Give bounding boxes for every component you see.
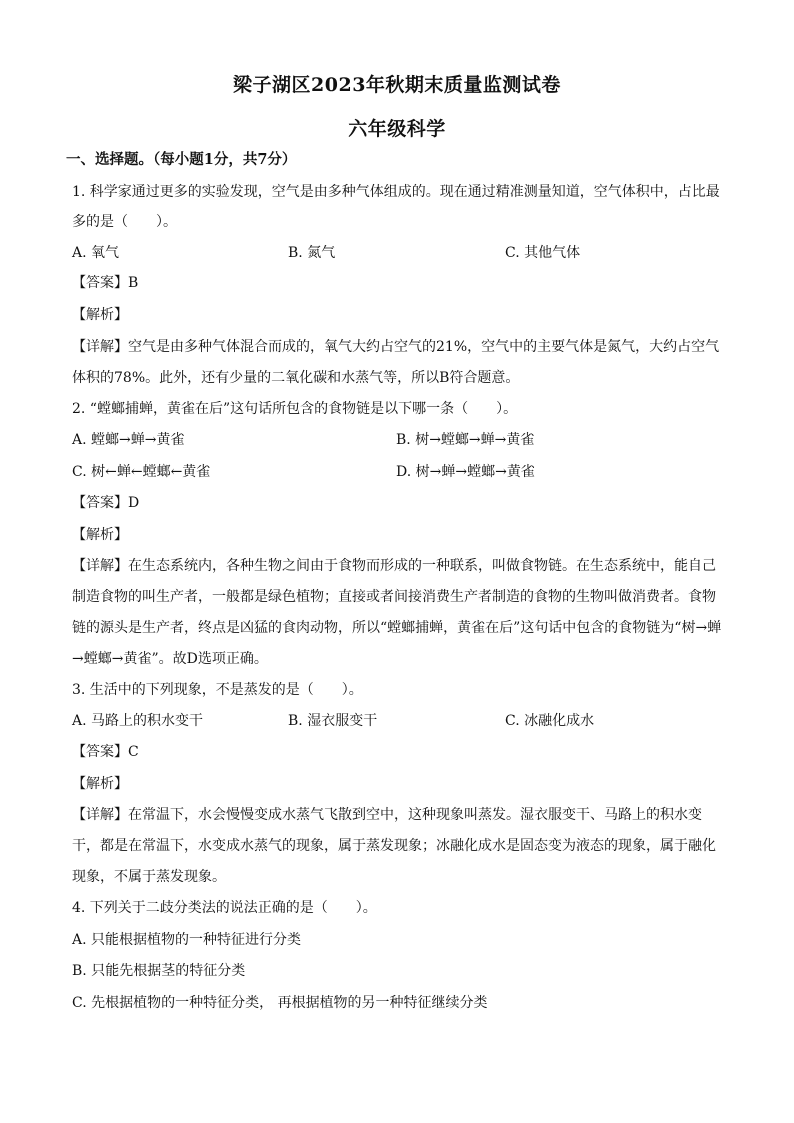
question-3-stem: 3. 生活中的下列现象，不是蒸发的是（ ）。 bbox=[72, 682, 363, 698]
question-1-detail-line-1: 【详解】空气是由多种气体混合而成的，氧气大约占空气的21%，空气中的主要气体是氮气，大约占空气 bbox=[72, 339, 720, 355]
question-1-detail-line-2: 体积的78%。此外，还有少量的二氧化碳和水蒸气等，所以B符合题意。 bbox=[72, 370, 520, 386]
question-2-answer: 【答案】D bbox=[72, 495, 140, 511]
question-2-detail-line-3: 链的源头是生产者，终点是凶猛的食肉动物，所以“螳螂捕蝉，黄雀在后”这句话中包含的食物链为“树→蝉 bbox=[72, 620, 722, 636]
question-2-option-d: D. 树→蝉→螳螂→黄雀 bbox=[396, 464, 535, 480]
question-3-detail-line-2: 干，都是在常温下，水变成水蒸气的现象，属于蒸发现象；冰融化成水是固态变为液态的现象，属于融化 bbox=[72, 838, 716, 854]
question-1-option-a: A. 氧气 bbox=[72, 245, 120, 261]
question-2-detail-line-4: →螳螂→黄雀”。故D选项正确。 bbox=[72, 651, 268, 667]
question-1-answer: 【答案】B bbox=[72, 275, 139, 291]
question-3-option-c: C. 冰融化成水 bbox=[505, 713, 595, 729]
question-1-stem-line-2: 多的是（ ）。 bbox=[72, 214, 177, 230]
section-heading: 一、选择题。（每小题1分，共7分） bbox=[66, 151, 297, 168]
question-2-option-a: A. 螳螂→蝉→黄雀 bbox=[72, 432, 185, 448]
question-3-analysis-label: 【解析】 bbox=[72, 776, 128, 792]
question-3-option-b: B. 湿衣服变干 bbox=[288, 713, 378, 729]
question-3-detail-line-1: 【详解】在常温下，水会慢慢变成水蒸气飞散到空中，这种现象叫蒸发。湿衣服变干、马路上的积水变 bbox=[72, 807, 702, 823]
question-4-option-b: B. 只能先根据茎的特征分类 bbox=[72, 963, 246, 979]
question-1-option-c: C. 其他气体 bbox=[505, 245, 581, 261]
question-2-detail-line-2: 制造食物的叫生产者，一般都是绿色植物；直接或者间接消费生产者制造的食物的生物叫做消费者。食物 bbox=[72, 589, 716, 605]
question-4-stem: 4. 下列关于二歧分类法的说法正确的是（ ）。 bbox=[72, 900, 377, 916]
question-4-option-a: A. 只能根据植物的一种特征进行分类 bbox=[72, 932, 302, 948]
question-2-stem: 2. “螳螂捕蝉，黄雀在后”这句话所包含的食物链是以下哪一条（ ）。 bbox=[72, 401, 518, 417]
question-3-answer: 【答案】C bbox=[72, 744, 139, 760]
exam-title: 梁子湖区2023年秋期末质量监测试卷 bbox=[233, 74, 561, 96]
question-1-analysis-label: 【解析】 bbox=[72, 307, 128, 323]
question-1-option-b: B. 氮气 bbox=[288, 245, 336, 261]
question-1-stem-line-1: 1. 科学家通过更多的实验发现，空气是由多种气体组成的。现在通过精准测量知道，空气体积中，占比最 bbox=[72, 184, 720, 200]
question-4-option-c: C. 先根据植物的一种特征分类， 再根据植物的另一种特征继续分类 bbox=[72, 995, 488, 1011]
question-2-analysis-label: 【解析】 bbox=[72, 527, 128, 543]
question-3-option-a: A. 马路上的积水变干 bbox=[72, 713, 204, 729]
exam-subtitle: 六年级科学 bbox=[348, 118, 446, 140]
question-2-detail-line-1: 【详解】在生态系统内，各种生物之间由于食物而形成的一种联系，叫做食物链。在生态系统中，能自己 bbox=[72, 558, 716, 574]
question-2-option-c: C. 树←蝉←螳螂←黄雀 bbox=[72, 464, 211, 480]
question-3-detail-line-3: 现象，不属于蒸发现象。 bbox=[72, 869, 226, 885]
question-2-option-b: B. 树→螳螂→蝉→黄雀 bbox=[396, 432, 535, 448]
